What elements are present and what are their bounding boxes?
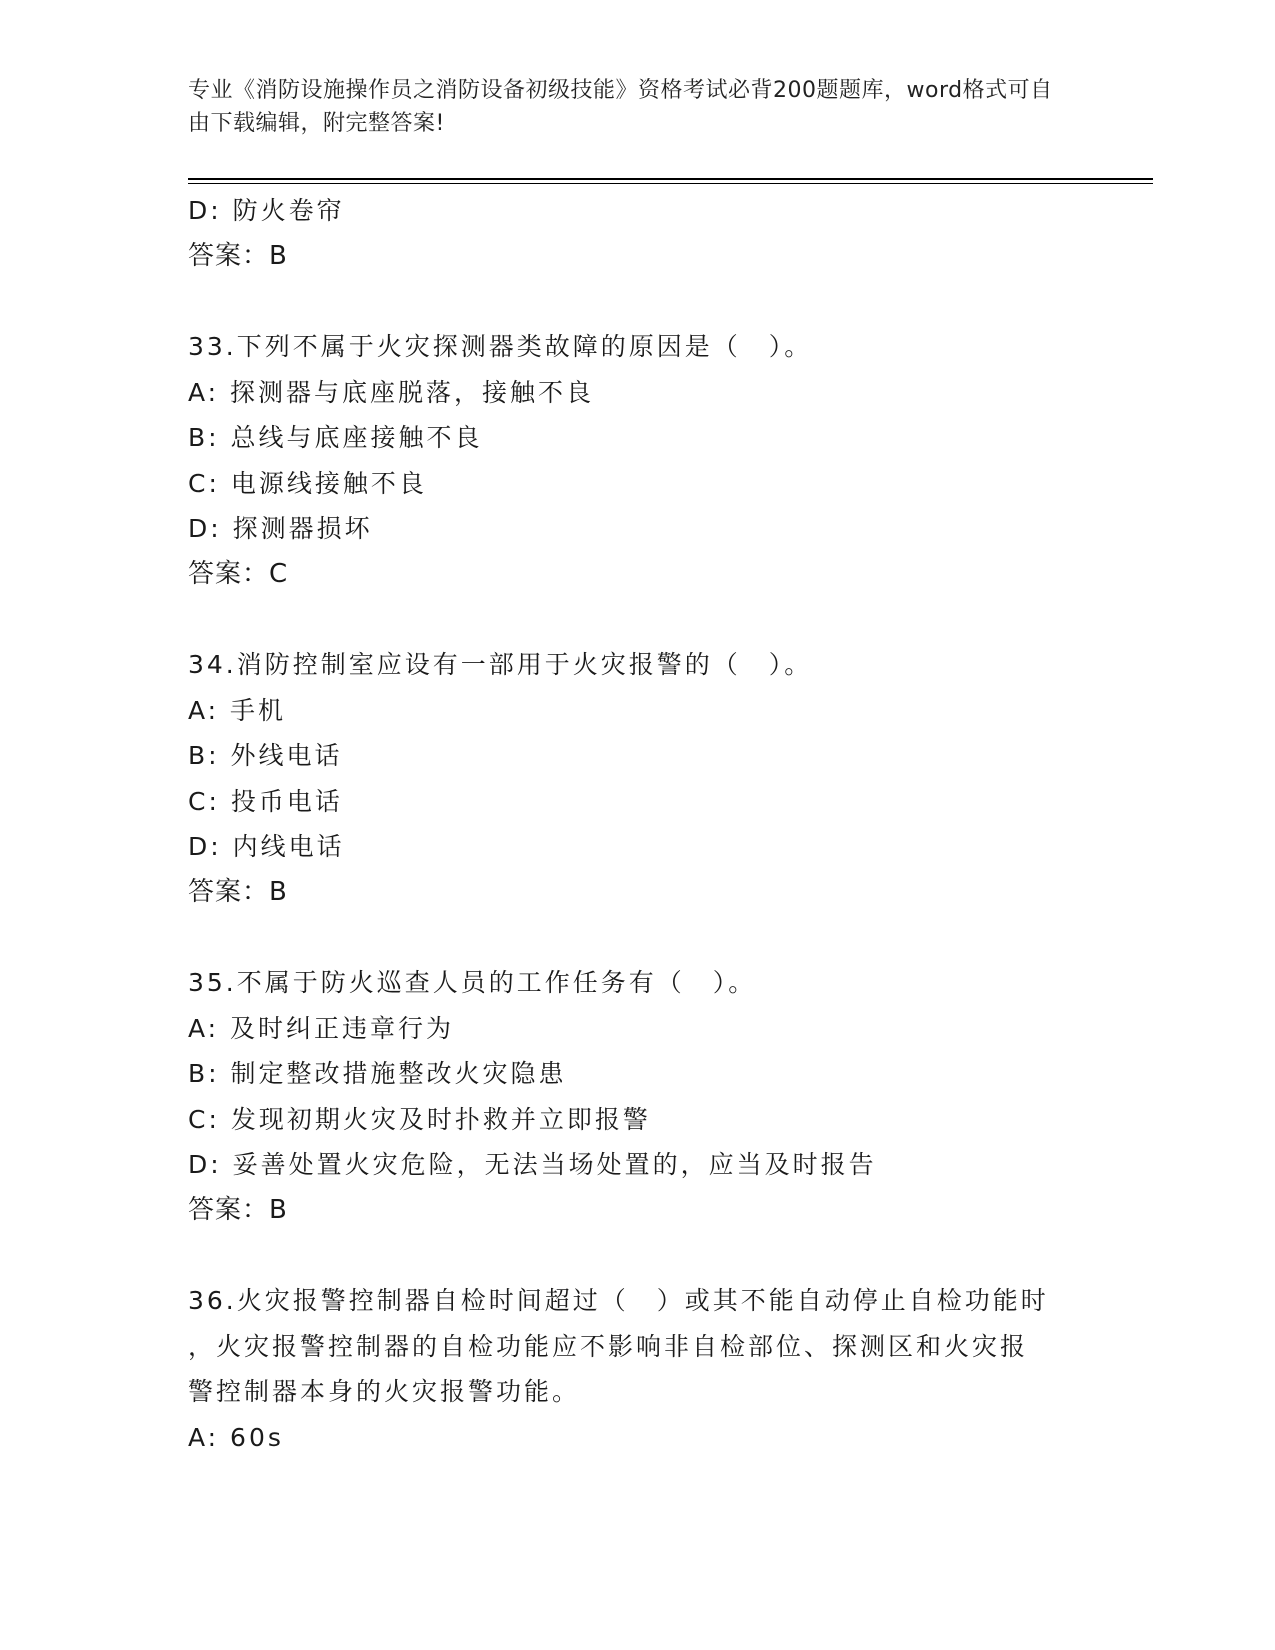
header-rule-thin xyxy=(188,183,1153,184)
question-stem-line-3: 警控制器本身的火灾报警功能。 xyxy=(188,1377,581,1406)
question-36 xyxy=(188,1278,1088,1460)
document-body xyxy=(188,188,1088,1460)
option-d: D: 防火卷帘 xyxy=(188,196,345,225)
option-d: D: 妥善处置火灾危险，无法当场处置的，应当及时报告 xyxy=(188,1150,877,1179)
option-a: A: 手机 xyxy=(188,695,287,725)
option-b: B: 制定整改措施整改火灾隐患 xyxy=(188,1059,567,1088)
option-d: D: 内线电话 xyxy=(188,832,345,861)
option-d: D: 探测器损坏 xyxy=(188,514,373,543)
option-c: C: 发现初期火灾及时扑救并立即报警 xyxy=(188,1104,651,1134)
question-35 xyxy=(188,960,1088,1233)
answer: 答案：B xyxy=(188,876,288,907)
answer: 答案：C xyxy=(188,558,289,589)
option-a: A: 及时纠正违章行为 xyxy=(188,1013,455,1043)
question-stem: 35.不属于防火巡查人员的工作任务有（ ）。 xyxy=(188,968,757,997)
option-a: A: 探测器与底座脱落，接触不良 xyxy=(188,377,595,407)
option-a: A: 60s xyxy=(188,1422,284,1452)
answer: 答案：B xyxy=(188,240,288,271)
question-34 xyxy=(188,642,1088,915)
option-b: B: 总线与底座接触不良 xyxy=(188,423,483,452)
question-stem: 33.下列不属于火灾探测器类故障的原因是（ ）。 xyxy=(188,332,813,361)
answer: 答案：B xyxy=(188,1194,288,1225)
document-header xyxy=(188,74,1068,140)
option-c: C: 投币电话 xyxy=(188,786,343,816)
header-rule-thick xyxy=(188,178,1153,180)
question-stem-line-1: 36.火灾报警控制器自检时间超过（ ）或其不能自动停止自检功能时 xyxy=(188,1286,1049,1315)
header-text: 专业《消防设施操作员之消防设备初级技能》资格考试必背200题题库，word格式可自由下载编辑，附完整答案! xyxy=(188,78,1053,136)
question-stem-line-2: ，火灾报警控制器的自检功能应不影响非自检部位、探测区和火灾报 xyxy=(188,1331,1029,1361)
option-b: B: 外线电话 xyxy=(188,741,343,770)
question-stem: 34.消防控制室应设有一部用于火灾报警的（ ）。 xyxy=(188,650,813,679)
option-c: C: 电源线接触不良 xyxy=(188,468,427,498)
question-33 xyxy=(188,324,1088,597)
